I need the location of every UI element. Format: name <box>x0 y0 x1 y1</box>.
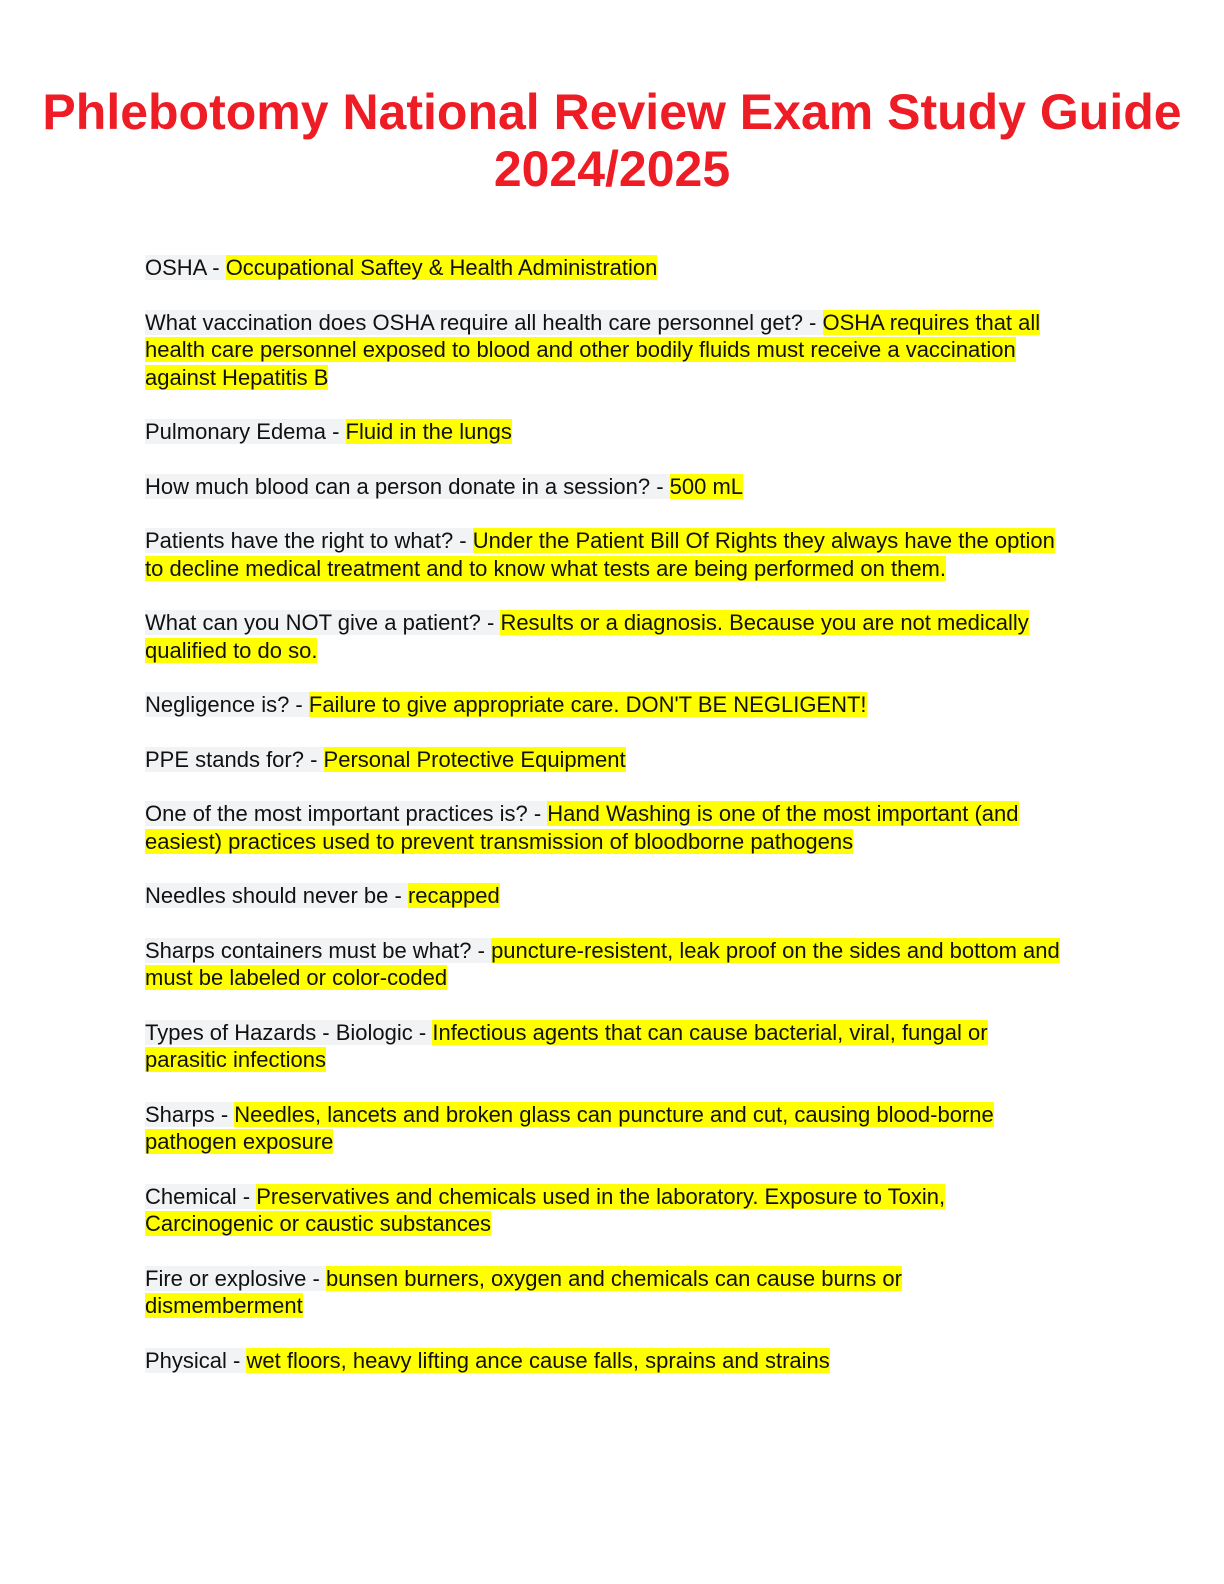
study-guide-entries <box>145 254 1060 1401</box>
entry <box>145 473 1060 501</box>
entry-question: What can you NOT give a patient? - <box>145 610 501 635</box>
entry <box>145 1347 1060 1375</box>
entry-answer-highlight: puncture-resistent, leak proof on the sides and bottom and must be labeled or color-coded <box>145 937 1060 990</box>
entry-question: Patients have the right to what? - <box>145 528 473 553</box>
entry-answer-highlight: recapped <box>407 883 500 908</box>
entry <box>145 1183 1060 1238</box>
entry-question: PPE stands for? - <box>145 746 324 772</box>
entry <box>145 1101 1060 1156</box>
entry <box>145 937 1060 992</box>
document-title: Phlebotomy National Review Exam Study Guide 2024/2025 <box>42 84 1182 197</box>
entry-question: What vaccination does OSHA require all health care personnel get? - <box>145 309 823 335</box>
entry-question: Pulmonary Edema - <box>145 419 346 444</box>
entry-question: One of the most important practices is? - <box>145 801 548 826</box>
entry-answer-highlight: Failure to give appropriate care. DON'T BE NEGLIGENT! <box>308 692 867 717</box>
entry <box>145 800 1060 855</box>
entry-answer-highlight: Under the Patient Bill Of Rights they always have the option to decline medical treatment and to know what tests are being performed on them. <box>145 528 1055 581</box>
entry-answer-highlight: Preservatives and chemicals used in the laboratory. Exposure to Toxin, Carcinogenic or caustic substances <box>145 1183 946 1236</box>
entry <box>145 527 1060 582</box>
entry-answer-highlight: Occupational Saftey & Health Administration <box>225 255 658 280</box>
entry <box>145 609 1060 664</box>
entry-answer-highlight: Results or a diagnosis. Because you are not medically qualified to do so. <box>145 610 1029 663</box>
entry <box>145 254 1060 282</box>
entry-question: Physical - <box>145 1347 247 1373</box>
entry <box>145 746 1060 774</box>
entry <box>145 882 1060 910</box>
entry-answer-highlight: 500 mL <box>669 473 744 499</box>
entry-question: OSHA - <box>145 255 226 280</box>
entry-answer-highlight: Needles, lancets and broken glass can puncture and cut, causing blood-borne pathogen exposure <box>145 1101 994 1154</box>
entry <box>145 1265 1060 1320</box>
entry-answer-highlight: Fluid in the lungs <box>345 419 512 444</box>
entry <box>145 309 1060 392</box>
entry <box>145 418 1060 446</box>
entry-answer-highlight: wet floors, heavy lifting ance cause falls, sprains and strains <box>246 1347 830 1373</box>
entry-question: Types of Hazards - Biologic - <box>145 1019 433 1045</box>
entry-answer-highlight: Hand Washing is one of the most important (and easiest) practices used to prevent transmission of bloodborne pathogens <box>145 801 1019 854</box>
entry-question: Needles should never be - <box>145 883 408 908</box>
entry-question: Sharps containers must be what? - <box>145 937 492 963</box>
entry-answer-highlight: OSHA requires that all health care personnel exposed to blood and other bodily fluids must receive a vaccination against Hepatitis B <box>145 309 1041 390</box>
entry-question: Negligence is? - <box>145 692 309 717</box>
entry-question: Fire or explosive - <box>145 1265 326 1291</box>
entry-answer-highlight: Infectious agents that can cause bacterial, viral, fungal or parasitic infections <box>145 1019 988 1072</box>
entry-answer-highlight: Personal Protective Equipment <box>323 746 626 772</box>
entry-answer-highlight: bunsen burners, oxygen and chemicals can cause burns or dismemberment <box>145 1265 902 1318</box>
entry <box>145 691 1060 719</box>
entry-question: Sharps - <box>145 1101 235 1127</box>
entry-question: Chemical - <box>145 1183 257 1209</box>
entry-question: How much blood can a person donate in a session? - <box>145 473 670 499</box>
entry <box>145 1019 1060 1074</box>
